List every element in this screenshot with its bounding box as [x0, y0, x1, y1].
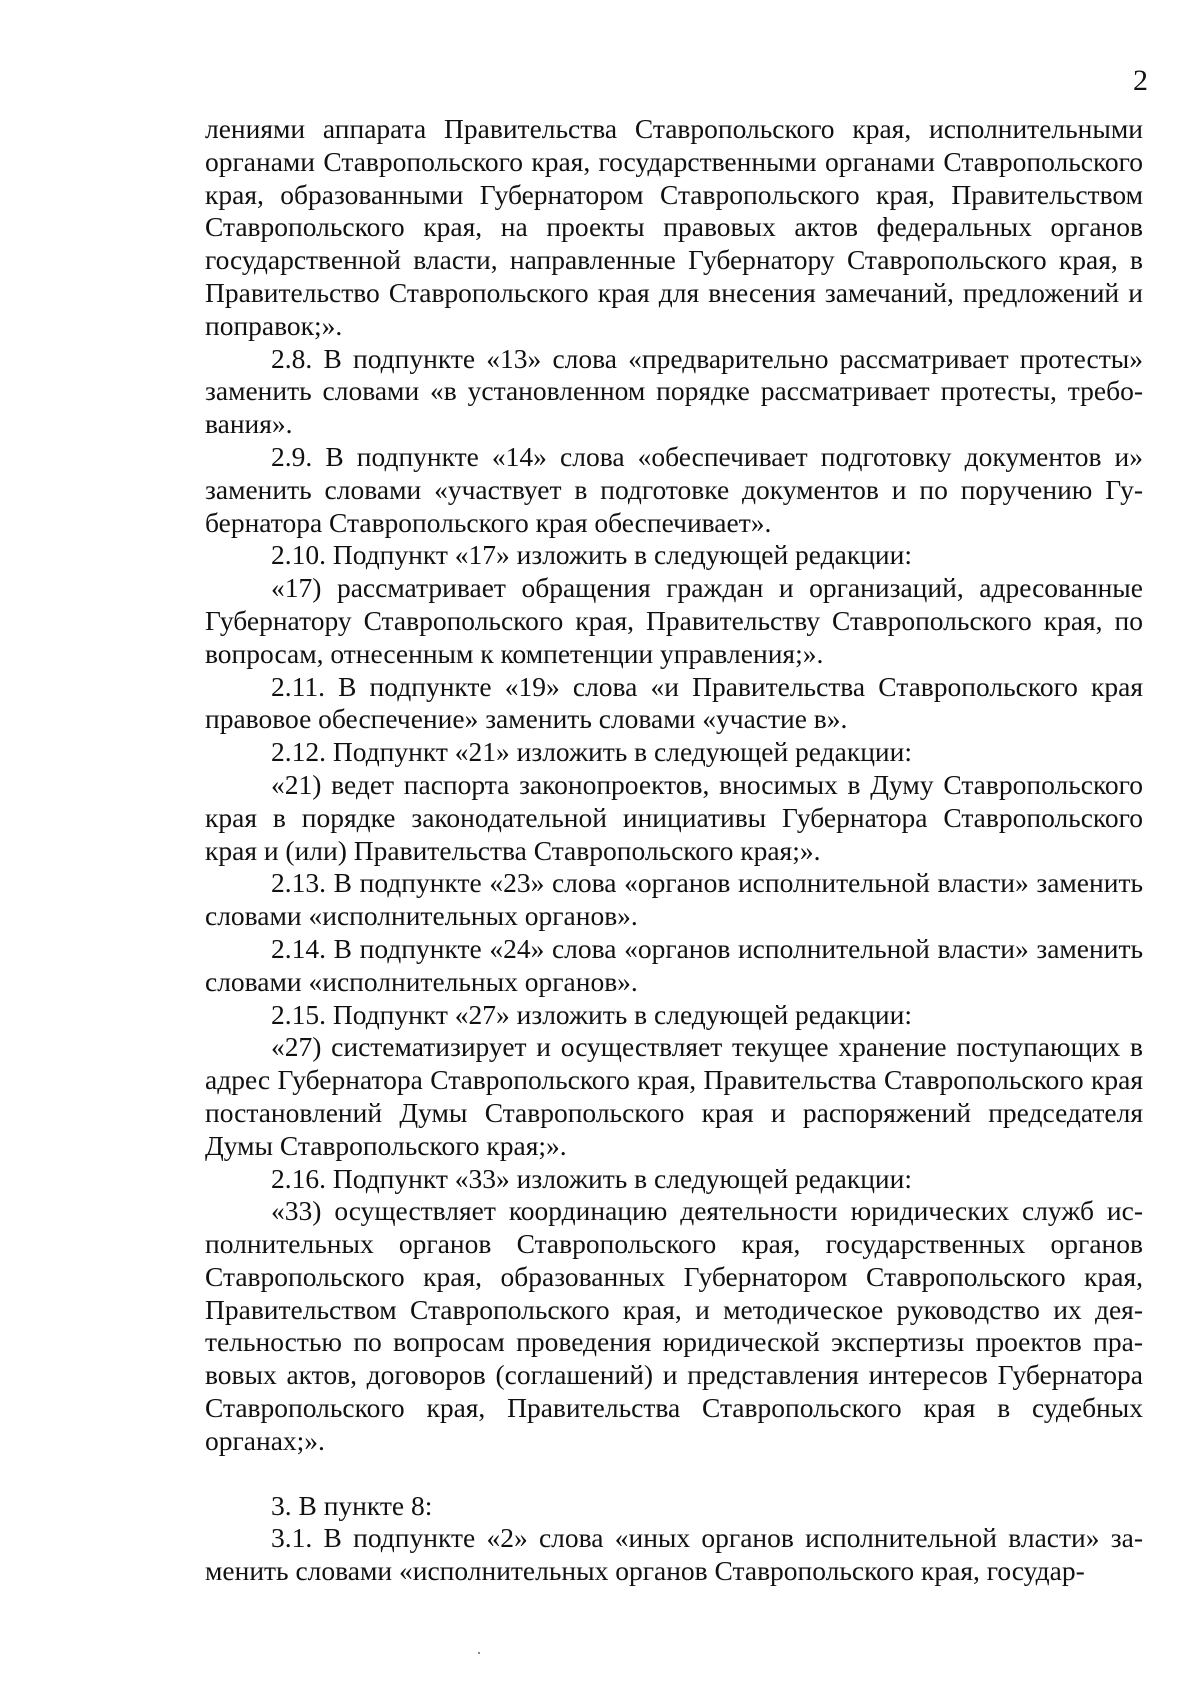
paragraph: 2.9. В подпункте «14» слова «обеспечивает подготовку документов и» заменить словами «участвует в подготовке документов и по поручению Губернатора Ставропольского края обеспечивает».: [205, 440, 1143, 538]
paragraph: 2.12. Подпункт «21» изложить в следующей редакции:: [271, 736, 912, 768]
paragraph: 2.11. В подпункте «19» слова «и Правительства Ставропольского края правовое обеспечение» заменить словами «участие в».: [205, 670, 1143, 735]
scan-artifact: [478, 1652, 480, 1654]
paragraph: 2.15. Подпункт «27» изложить в следующей редакции:: [271, 998, 912, 1030]
paragraph: 2.13. В подпункте «23» слова «органов исполнительной власти» заменить словами «исполнительных органов».: [205, 867, 1143, 932]
document-body: [205, 113, 1143, 1588]
paragraph: 2.10. Подпункт «17» изложить в следующей редакции:: [271, 539, 912, 571]
paragraph: «27) систематизирует и осуществляет текущее хранение поступающих в адрес Губернатора Ставропольского края, Правительства Ставропольского края постановлений Думы Ставропольского края и распоряжений председателя Думы Ставропольского края;».: [205, 1031, 1143, 1161]
paragraph: 2.14. В подпункте «24» слова «органов исполнительной власти» заменить словами «исполнительных органов».: [205, 932, 1143, 997]
paragraph: «33) осуществляет координацию деятельности юридических служб исполнительных органов Ставропольского края, государственных органов Ставропольского края, образованных Губернатором Ставропольского края, Правительством Ставропольского края, и методическое руководство их деятельностью по вопросам проведения юридической экспертизы проектов правовых актов, договоров (соглашений) и представления интересов Губернатора Ставропольского края, Правительства Ставропольского края в судебных органах;».: [205, 1195, 1143, 1456]
page-number: 2: [1133, 64, 1148, 97]
paragraph: «17) рассматривает обращения граждан и организаций, адресованные Губернатору Ставропольского края, Правительству Ставропольского края, по вопросам, отнесенным к компетенции управления;».: [205, 572, 1143, 669]
paragraph: 2.16. Подпункт «33» изложить в следующей редакции:: [271, 1162, 912, 1194]
paragraph: 3.1. В подпункте «2» слова «иных органов исполнительной власти» заменить словами «исполнительных органов Ставропольского края, государ-: [205, 1522, 1143, 1587]
paragraph: 2.8. В подпункте «13» слова «предварительно рассматривает протесты» заменить словами «в установленном порядке рассматривает протесты, требования».: [205, 342, 1143, 440]
paragraph: «21) ведет паспорта законопроектов, вносимых в Думу Ставропольского края в порядке законодательной инициативы Губернатора Ставропольского края и (или) Правительства Ставропольского края;».: [205, 768, 1143, 866]
paragraph: лениями аппарата Правительства Ставропольского края, исполнительными органами Ставропольского края, государственными органами Ставропольского края, образованными Губернатором Ставропольского края, Правительством Ставропольского края, на проекты правовых актов федеральных органов государственной власти, направленные Губернатору Ставропольского края, в Правительство Ставропольского края для внесения замечаний, предложений и поправок;».: [205, 113, 1143, 341]
paragraph: 3. В пункте 8:: [271, 1489, 433, 1521]
